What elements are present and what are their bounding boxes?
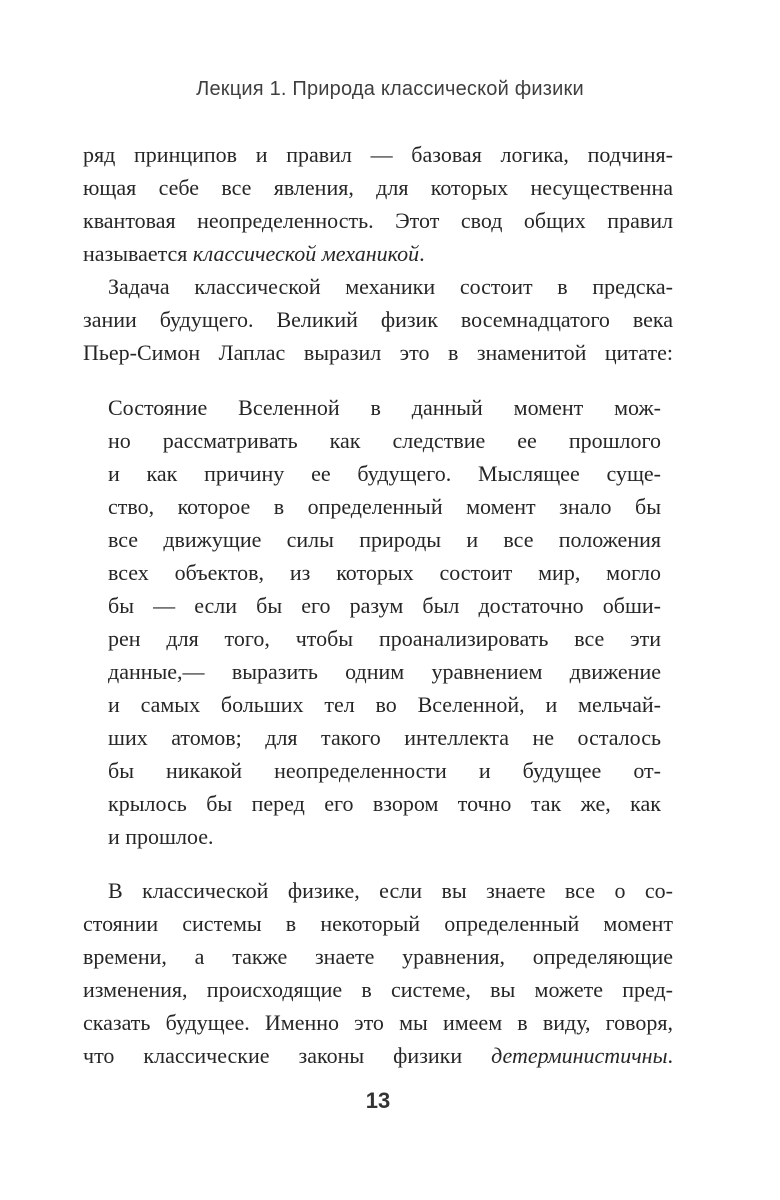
text-segment: ряд принципов и правил — базовая логика, подчиня- bbox=[83, 142, 673, 167]
text-segment: всех объектов, из которых состоит мир, могло bbox=[108, 560, 661, 585]
text-line bbox=[108, 787, 661, 820]
text-segment: ших атомов; для такого интеллекта не осталось bbox=[108, 725, 661, 750]
text-segment: Задача классической механики состоит в предска- bbox=[108, 274, 673, 299]
text-segment: все движущие силы природы и все положения bbox=[108, 527, 661, 552]
text-line bbox=[83, 907, 673, 940]
italic-text-segment: детерминистичны bbox=[491, 1043, 668, 1068]
text-line bbox=[108, 820, 661, 853]
text-segment: Пьер-Симон Лаплас выразил это в знаменитой цитате: bbox=[83, 340, 673, 365]
text-line bbox=[83, 1039, 673, 1072]
text-segment: ство, которое в определенный момент знало бы bbox=[108, 494, 661, 519]
text-line bbox=[108, 655, 661, 688]
text-segment: но рассматривать как следствие ее прошлого bbox=[108, 428, 661, 453]
text-line bbox=[108, 523, 661, 556]
text-segment: что классические законы физики bbox=[83, 1043, 492, 1068]
text-segment: бы — если бы его разум был достаточно обши- bbox=[108, 593, 661, 618]
text-segment: бы никакой неопределенности и будущее от- bbox=[108, 758, 661, 783]
text-line bbox=[83, 138, 673, 171]
text-segment: времени, а также знаете уравнения, определяющие bbox=[83, 944, 673, 969]
laplace-quote bbox=[108, 391, 661, 853]
text-segment: Состояние Вселенной в данный момент мож- bbox=[108, 395, 661, 420]
text-line bbox=[108, 754, 661, 787]
text-line bbox=[108, 721, 661, 754]
page-number: 13 bbox=[365, 1088, 391, 1113]
text-line bbox=[83, 303, 673, 336]
text-line bbox=[108, 589, 661, 622]
page-text-block bbox=[83, 138, 673, 1072]
text-segment: квантовая неопределенность. Этот свод общих правил bbox=[83, 208, 673, 233]
text-line bbox=[108, 556, 661, 589]
text-segment: зании будущего. Великий физик восемнадцатого века bbox=[83, 307, 673, 332]
text-segment: данные,— выразить одним уравнением движение bbox=[108, 659, 661, 684]
text-segment: В классической физике, если вы знаете все о со- bbox=[108, 878, 673, 903]
text-line bbox=[83, 874, 673, 907]
text-line bbox=[108, 688, 661, 721]
text-line bbox=[83, 336, 673, 369]
text-segment: изменения, происходящие в системе, вы можете пред- bbox=[83, 977, 673, 1002]
text-line bbox=[108, 622, 661, 655]
text-segment: и самых больших тел во Вселенной, и мельчай- bbox=[108, 692, 661, 717]
paragraph-determinism bbox=[83, 874, 673, 1072]
text-line bbox=[83, 270, 673, 303]
text-line bbox=[83, 940, 673, 973]
text-segment: ющая себе все явления, для которых несущественна bbox=[83, 175, 673, 200]
text-line bbox=[108, 391, 661, 424]
text-line bbox=[83, 204, 673, 237]
text-segment: . bbox=[667, 1043, 673, 1068]
text-segment: рен для того, чтобы проанализировать все эти bbox=[108, 626, 661, 651]
text-line bbox=[108, 457, 661, 490]
italic-text-segment: классической механикой bbox=[192, 241, 420, 266]
text-line bbox=[83, 237, 673, 270]
text-segment: стоянии системы в некоторый определенный момент bbox=[83, 911, 673, 936]
text-segment: и прошлое. bbox=[108, 824, 214, 849]
text-segment: . bbox=[419, 241, 425, 266]
text-segment: сказать будущее. Именно это мы имеем в виду, говоря, bbox=[83, 1010, 673, 1035]
paragraph-intro bbox=[83, 138, 673, 270]
text-line bbox=[108, 490, 661, 523]
text-segment: называется bbox=[83, 241, 193, 266]
text-line bbox=[108, 424, 661, 457]
text-line bbox=[83, 1006, 673, 1039]
text-line bbox=[83, 171, 673, 204]
text-line bbox=[83, 973, 673, 1006]
paragraph-task-of-mechanics bbox=[83, 270, 673, 369]
text-segment: и как причину ее будущего. Мыслящее суще- bbox=[108, 461, 661, 486]
text-segment: крылось бы перед его взором точно так же, как bbox=[108, 791, 661, 816]
running-header: Лекция 1. Природа классической физики bbox=[196, 78, 584, 100]
